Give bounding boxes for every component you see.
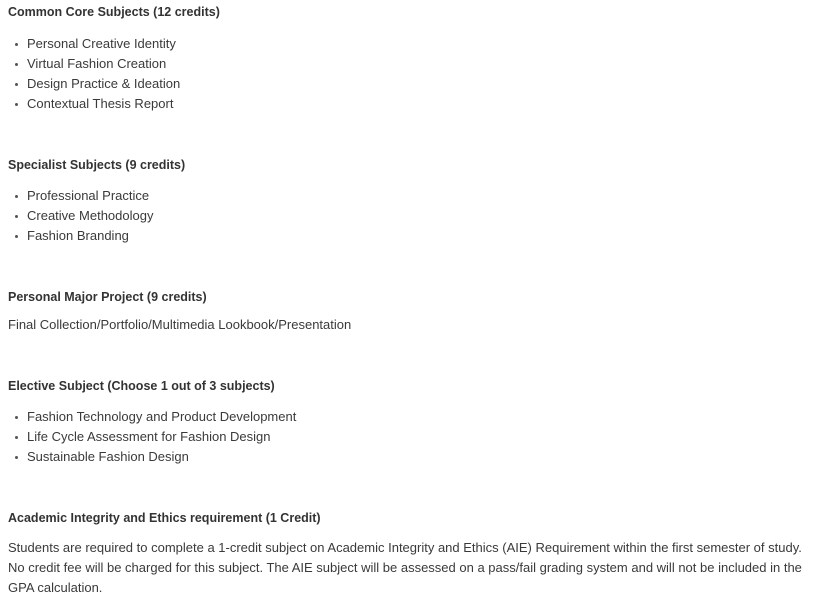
- elective-list: [8, 407, 296, 467]
- list-item: [8, 34, 180, 54]
- common-core-heading: Common Core Subjects (12 credits): [8, 5, 220, 19]
- bullet-icon: [15, 456, 18, 459]
- list-item-label: Virtual Fashion Creation: [27, 56, 167, 71]
- bullet-icon: [15, 195, 18, 198]
- bullet-icon: [15, 235, 18, 238]
- list-item-label: Fashion Technology and Product Development: [27, 409, 297, 424]
- list-item-label: Personal Creative Identity: [27, 36, 176, 51]
- elective-heading: Elective Subject (Choose 1 out of 3 subjects): [8, 379, 275, 393]
- aie-heading: Academic Integrity and Ethics requirement (1 Credit): [8, 511, 321, 525]
- bullet-icon: [15, 83, 18, 86]
- specialist-list: [8, 186, 153, 246]
- common-core-section: [8, 3, 812, 115]
- list-item: [8, 54, 180, 74]
- major-project-text: Final Collection/Portfolio/Multimedia Lookbook/Presentation: [8, 317, 352, 332]
- elective-section: [8, 377, 812, 469]
- list-item-label: Contextual Thesis Report: [27, 96, 174, 111]
- list-item: [8, 407, 296, 427]
- aie-text: Students are required to complete a 1-credit subject on Academic Integrity and Ethics (AIE) Requirement within the first semester of study. No credit fee will be charged for this subject. The AIE subject will be assessed on a pass/fail grading system and will not be included in the GPA calculation.: [8, 540, 802, 595]
- list-item: [8, 206, 153, 226]
- bullet-icon: [15, 215, 18, 218]
- list-item: [8, 226, 153, 246]
- bullet-icon: [15, 103, 18, 106]
- list-item: [8, 186, 153, 206]
- major-project-heading: Personal Major Project (9 credits): [8, 290, 207, 304]
- bullet-icon: [15, 436, 18, 439]
- bullet-icon: [15, 43, 18, 46]
- list-item: [8, 447, 296, 467]
- list-item-label: Sustainable Fashion Design: [27, 449, 189, 464]
- specialist-section: [8, 156, 812, 248]
- specialist-heading: Specialist Subjects (9 credits): [8, 158, 186, 172]
- list-item-label: Life Cycle Assessment for Fashion Design: [27, 429, 271, 444]
- list-item-label: Fashion Branding: [27, 228, 129, 243]
- list-item-label: Design Practice & Ideation: [27, 76, 181, 91]
- list-item: [8, 74, 180, 94]
- common-core-list: [8, 34, 180, 114]
- list-item: [8, 94, 180, 114]
- major-project-section: [8, 288, 812, 340]
- list-item-label: Creative Methodology: [27, 208, 154, 223]
- list-item: [8, 427, 296, 447]
- aie-section: [8, 509, 812, 597]
- list-item-label: Professional Practice: [27, 188, 150, 203]
- bullet-icon: [15, 63, 18, 66]
- bullet-icon: [15, 416, 18, 419]
